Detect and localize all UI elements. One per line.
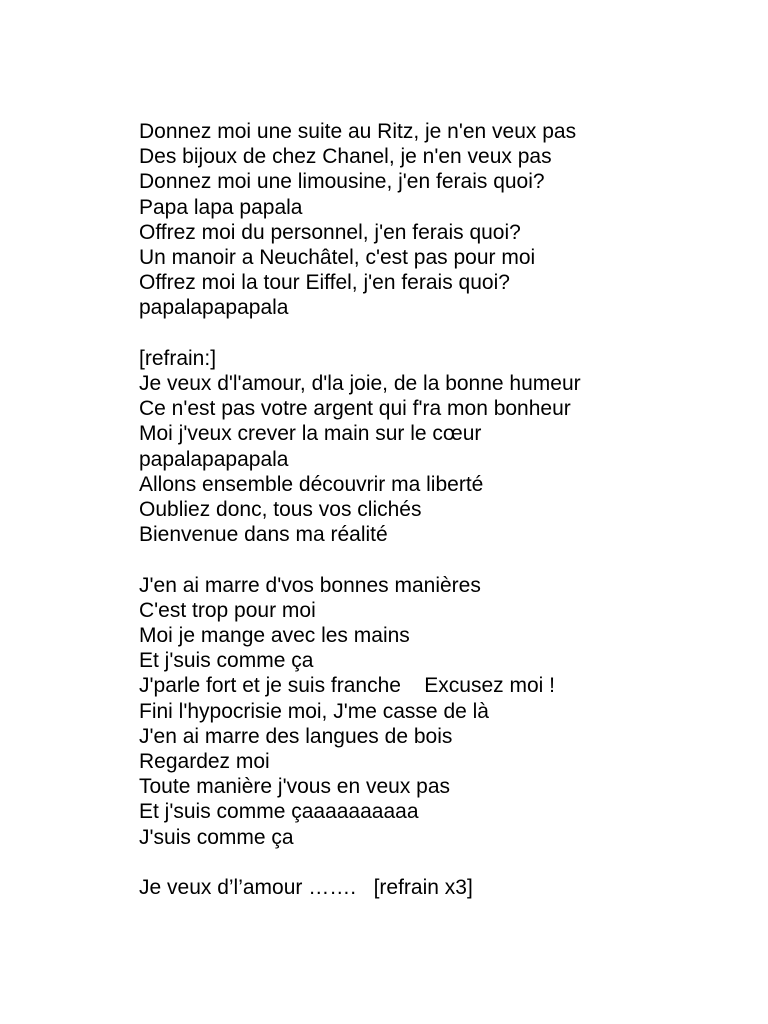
lyric-line: Oubliez donc, tous vos clichés [139,498,422,522]
verse-1 [139,119,739,321]
lyric-line: papalapapapala [139,447,289,471]
lyric-line: Moi je mange avec les mains [139,624,410,648]
outro [139,875,739,900]
lyric-line: Offrez moi la tour Eiffel, j'en ferais quoi? [139,271,510,295]
lyric-line: J'parle fort et je suis franche Excusez moi ! [139,674,556,698]
lyric-line: Moi j'veux crever la main sur le cœur [139,422,482,446]
outro-line: Je veux d’l’amour ……. [refrain x3] [139,876,473,900]
lyric-line: Je veux d'l'amour, d'la joie, de la bonne humeur [139,372,581,396]
lyric-line: Un manoir a Neuchâtel, c'est pas pour moi [139,246,536,270]
refrain [139,346,739,548]
lyric-line: Des bijoux de chez Chanel, je n'en veux pas [139,145,552,169]
verse-2 [139,573,739,850]
lyric-line: Et j'suis comme çaaaaaaaaaa [139,800,419,824]
refrain-label: [refrain:] [139,346,217,370]
lyrics-text [139,119,739,925]
lyric-line: Et j'suis comme ça [139,649,314,673]
lyric-line: J'en ai marre des langues de bois [139,724,453,748]
lyric-line: Bienvenue dans ma réalité [139,523,388,547]
lyric-line: Donnez moi une limousine, j'en ferais quoi? [139,170,545,194]
lyric-line: Ce n'est pas votre argent qui f'ra mon bonheur [139,397,571,421]
lyric-line: J'en ai marre d'vos bonnes manières [139,573,481,597]
lyric-line: Regardez moi [139,750,270,774]
lyric-line: Allons ensemble découvrir ma liberté [139,472,484,496]
lyric-line: J'suis comme ça [139,825,294,849]
lyric-line: papalapapapala [139,296,289,320]
lyric-line: Fini l'hypocrisie moi, J'me casse de là [139,699,489,723]
lyric-line: Toute manière j'vous en veux pas [139,775,451,799]
lyric-line: Papa lapa papala [139,195,303,219]
lyric-line: Donnez moi une suite au Ritz, je n'en veux pas [139,120,577,143]
lyric-line: Offrez moi du personnel, j'en ferais quoi? [139,220,521,244]
lyric-line: C'est trop pour moi [139,598,316,622]
